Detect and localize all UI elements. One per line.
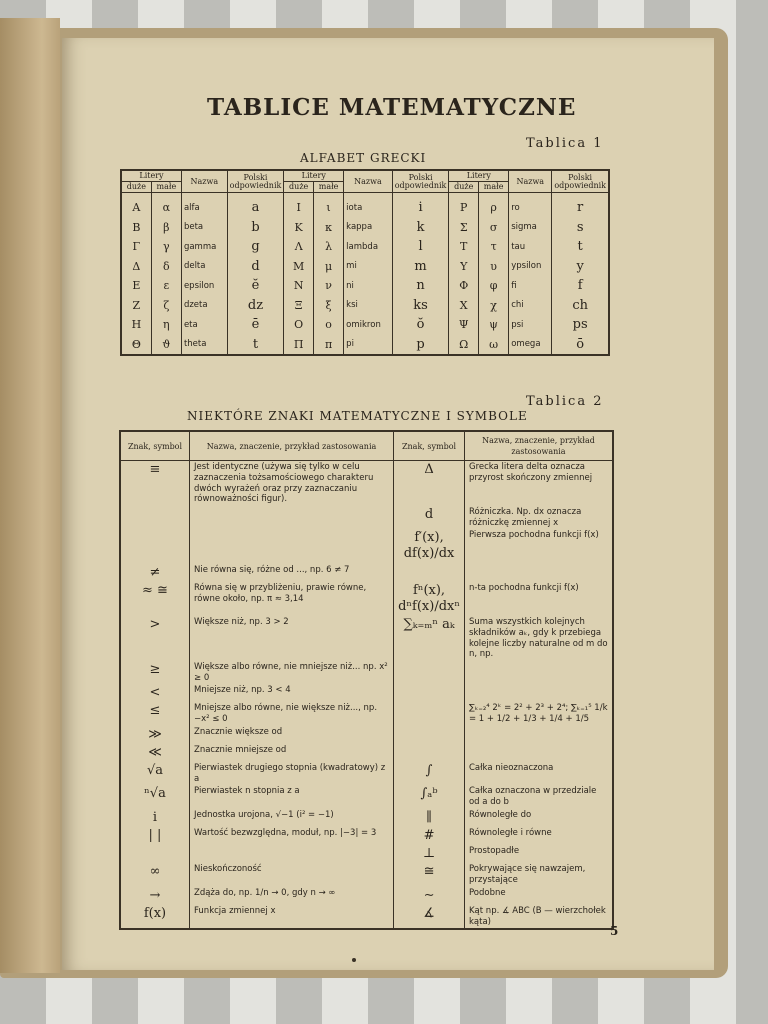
table-cell: Ε: [121, 276, 151, 296]
table-row: [120, 809, 613, 827]
table2-label: Tablica 2: [526, 394, 604, 409]
description-cell: Mniejsze albo równe, nie większe niż..., np. −x² ≤ 0: [190, 702, 394, 725]
description-cell: Różniczka. Np. dx oznacza różniczkę zmiennej x: [464, 506, 613, 529]
table-cell: chi: [509, 296, 552, 316]
symbol-cell: ≥: [120, 661, 190, 684]
symbol-column-header: Znak, symbol: [394, 431, 465, 461]
table-cell: sigma: [509, 218, 552, 238]
table-cell: dz: [227, 296, 284, 316]
page-title: TABLICE MATEMATYCZNE: [207, 94, 577, 121]
table-row: [121, 276, 609, 296]
table-cell: Α: [121, 193, 151, 218]
table-row: [121, 237, 609, 257]
symbol-cell: [394, 726, 465, 744]
description-cell: [464, 684, 613, 702]
table-cell: φ: [479, 276, 509, 296]
table-cell: tau: [509, 237, 552, 257]
description-cell: Pierwiastek drugiego stopnia (kwadratowy) z a: [190, 762, 394, 785]
table-cell: delta: [181, 257, 227, 277]
description-cell: [464, 661, 613, 684]
table-cell: fi: [509, 276, 552, 296]
table-row: [120, 744, 613, 762]
description-cell: Całka nieoznaczona: [464, 762, 613, 785]
lowercase-header: małe: [313, 182, 343, 193]
table-cell: Ζ: [121, 296, 151, 316]
table-cell: omikron: [344, 315, 393, 335]
description-cell: Równa się w przybliżeniu, prawie równe, równe około, np. π ≈ 3,14: [190, 582, 394, 617]
symbol-cell: ∫: [394, 762, 465, 785]
table-cell: ψ: [479, 315, 509, 335]
table-cell: Ψ: [449, 315, 479, 335]
table-cell: p: [392, 335, 449, 356]
table-row: [120, 564, 613, 582]
table-cell: ks: [392, 296, 449, 316]
table-cell: Υ: [449, 257, 479, 277]
table-row: [120, 785, 613, 808]
description-cell: Większe niż, np. 3 > 2: [190, 616, 394, 661]
description-cell: [464, 564, 613, 582]
description-cell: [190, 529, 394, 564]
table-row: [120, 905, 613, 929]
symbol-cell: ≡: [120, 461, 190, 506]
description-cell: Mniejsze niż, np. 3 < 4: [190, 684, 394, 702]
book-page: [62, 38, 714, 970]
symbol-cell: [120, 845, 190, 863]
description-cell: Nie równa się, różne od ..., np. 6 ≠ 7: [190, 564, 394, 582]
table-cell: gamma: [181, 237, 227, 257]
table-cell: i: [392, 193, 449, 218]
table-cell: Η: [121, 315, 151, 335]
description-cell: Jednostka urojona, √−1 (i² = −1): [190, 809, 394, 827]
table-cell: ŏ: [392, 315, 449, 335]
table-cell: Φ: [449, 276, 479, 296]
description-cell: Znacznie większe od: [190, 726, 394, 744]
description-cell: [464, 726, 613, 744]
table-row: [120, 506, 613, 529]
table2-title: NIEKTÓRE ZNAKI MATEMATYCZNE I SYMBOLE: [187, 409, 528, 423]
symbol-cell: [120, 529, 190, 564]
table-cell: ρ: [479, 193, 509, 218]
polish-equivalent-header: Polski odpowiednik: [552, 170, 609, 193]
table-row: [120, 461, 613, 506]
symbol-column-header: Znak, symbol: [120, 431, 190, 461]
symbol-cell: Δ: [394, 461, 465, 506]
table-cell: τ: [479, 237, 509, 257]
table-cell: ξ: [313, 296, 343, 316]
description-cell: Większe albo równe, nie mniejsze niż... np. x² ≥ 0: [190, 661, 394, 684]
table-cell: Χ: [449, 296, 479, 316]
math-symbols-table: [119, 430, 614, 930]
table-row: [120, 529, 613, 564]
symbol-cell: f′(x), df(x)/dx: [394, 529, 465, 564]
symbol-cell: [394, 661, 465, 684]
table-cell: dzeta: [181, 296, 227, 316]
table-row: [121, 296, 609, 316]
description-column-header: Nazwa, znaczenie, przykład zastosowania: [464, 431, 613, 461]
uppercase-header: duże: [449, 182, 479, 193]
table-cell: r: [552, 193, 609, 218]
symbol-cell: [394, 684, 465, 702]
table-row: [120, 582, 613, 617]
symbol-cell: #: [394, 827, 465, 845]
symbol-cell: ∡: [394, 905, 465, 929]
table-cell: omega: [509, 335, 552, 356]
table-cell: l: [392, 237, 449, 257]
table-cell: π: [313, 335, 343, 356]
table-cell: χ: [479, 296, 509, 316]
polish-equivalent-header: Polski odpowiednik: [392, 170, 449, 193]
description-cell: Nieskończoność: [190, 863, 394, 886]
table-cell: α: [151, 193, 181, 218]
symbol-cell: | |: [120, 827, 190, 845]
table-cell: Κ: [284, 218, 314, 238]
description-cell: [190, 845, 394, 863]
description-cell: Pokrywające się nawzajem, przystające: [464, 863, 613, 886]
description-cell: Funkcja zmiennej x: [190, 905, 394, 929]
description-cell: [190, 506, 394, 529]
symbol-cell: ∥: [394, 809, 465, 827]
symbol-cell: →: [120, 887, 190, 905]
table-cell: Ρ: [449, 193, 479, 218]
uppercase-header: duże: [121, 182, 151, 193]
letters-header: Litery: [284, 170, 344, 182]
description-cell: Kąt np. ∡ ABC (B — wierzchołek kąta): [464, 905, 613, 929]
table-cell: δ: [151, 257, 181, 277]
table-cell: d: [227, 257, 284, 277]
table-cell: lambda: [344, 237, 393, 257]
table-cell: y: [552, 257, 609, 277]
description-cell: Równoległe do: [464, 809, 613, 827]
table-cell: λ: [313, 237, 343, 257]
symbol-cell: <: [120, 684, 190, 702]
description-cell: ∑ₖ₌₂⁴ 2ᵏ = 2² + 2³ + 2⁴; ∑ₖ₌₁⁵ 1/k = 1 + 1/2 + 1/3 + 1/4 + 1/5: [464, 702, 613, 725]
table-cell: β: [151, 218, 181, 238]
description-cell: Pierwsza pochodna funkcji f(x): [464, 529, 613, 564]
symbol-cell: [120, 506, 190, 529]
lowercase-header: małe: [151, 182, 181, 193]
table-cell: ο: [313, 315, 343, 335]
table-cell: Ω: [449, 335, 479, 356]
table-cell: ro: [509, 193, 552, 218]
table-cell: k: [392, 218, 449, 238]
table-cell: ō: [552, 335, 609, 356]
lowercase-header: małe: [479, 182, 509, 193]
table-cell: Δ: [121, 257, 151, 277]
table-cell: mi: [344, 257, 393, 277]
description-cell: Suma wszystkich kolejnych składników aₖ, gdy k przebiega kolejne liczby naturalne od m do n, np.: [464, 616, 613, 661]
table-row: [120, 661, 613, 684]
description-cell: Znacznie mniejsze od: [190, 744, 394, 762]
table-cell: alfa: [181, 193, 227, 218]
symbol-cell: d: [394, 506, 465, 529]
table-cell: beta: [181, 218, 227, 238]
table-cell: ι: [313, 193, 343, 218]
description-cell: Grecka litera delta oznacza przyrost skończony zmiennej: [464, 461, 613, 506]
table-cell: s: [552, 218, 609, 238]
description-cell: Zdąża do, np. 1/n → 0, gdy n → ∞: [190, 887, 394, 905]
table-cell: η: [151, 315, 181, 335]
table-row: [121, 257, 609, 277]
name-header: Nazwa: [181, 170, 227, 193]
table-cell: f: [552, 276, 609, 296]
table-cell: ε: [151, 276, 181, 296]
table-cell: ζ: [151, 296, 181, 316]
symbol-cell: i: [120, 809, 190, 827]
table-cell: a: [227, 193, 284, 218]
table-cell: ksi: [344, 296, 393, 316]
page-number: 5: [610, 924, 619, 938]
description-cell: [464, 744, 613, 762]
symbol-cell: √a: [120, 762, 190, 785]
table-cell: ϑ: [151, 335, 181, 356]
table-row: [121, 193, 609, 218]
table-cell: ch: [552, 296, 609, 316]
table-cell: κ: [313, 218, 343, 238]
table-row: [120, 887, 613, 905]
table-cell: ypsilon: [509, 257, 552, 277]
table-cell: epsilon: [181, 276, 227, 296]
table-cell: Β: [121, 218, 151, 238]
symbol-cell: [394, 744, 465, 762]
table-cell: t: [227, 335, 284, 356]
description-cell: Podobne: [464, 887, 613, 905]
table-cell: Ν: [284, 276, 314, 296]
table-cell: Μ: [284, 257, 314, 277]
symbol-cell: [394, 702, 465, 725]
symbol-cell: ≠: [120, 564, 190, 582]
symbol-cell: ≈ ≅: [120, 582, 190, 617]
table-cell: ν: [313, 276, 343, 296]
table-cell: Λ: [284, 237, 314, 257]
table-row: [120, 616, 613, 661]
description-cell: Prostopadłe: [464, 845, 613, 863]
symbol-cell: ≫: [120, 726, 190, 744]
table-row: [121, 335, 609, 356]
table-cell: t: [552, 237, 609, 257]
symbol-cell: fⁿ(x), dⁿf(x)/dxⁿ: [394, 582, 465, 617]
symbol-cell: ∞: [120, 863, 190, 886]
table-cell: g: [227, 237, 284, 257]
table-cell: Σ: [449, 218, 479, 238]
table-row: [120, 845, 613, 863]
table-row: [120, 863, 613, 886]
table-cell: ĕ: [227, 276, 284, 296]
description-cell: Jest identyczne (używa się tylko w celu zaznaczenia tożsamościowego charakteru dwóch wyrażeń oraz przy zaznaczaniu równoważności figur).: [190, 461, 394, 506]
table-cell: pi: [344, 335, 393, 356]
description-cell: Wartość bezwzględna, moduł, np. |−3| = 3: [190, 827, 394, 845]
table-row: [121, 315, 609, 335]
greek-alphabet-table: [120, 169, 610, 356]
table-row: [120, 702, 613, 725]
table-cell: σ: [479, 218, 509, 238]
symbol-cell: ⊥: [394, 845, 465, 863]
description-cell: n-ta pochodna funkcji f(x): [464, 582, 613, 617]
symbol-cell: ≪: [120, 744, 190, 762]
symbol-cell: [394, 564, 465, 582]
table1-title: ALFABET GRECKI: [300, 151, 427, 165]
decorative-dot: [352, 958, 356, 962]
table-cell: Γ: [121, 237, 151, 257]
symbol-cell: ≤: [120, 702, 190, 725]
letters-header: Litery: [449, 170, 509, 182]
symbol-cell: ∑ₖ₌ₘⁿ aₖ: [394, 616, 465, 661]
polish-equivalent-header: Polski odpowiednik: [227, 170, 284, 193]
symbol-cell: >: [120, 616, 190, 661]
table-row: [120, 827, 613, 845]
uppercase-header: duże: [284, 182, 314, 193]
table-cell: Π: [284, 335, 314, 356]
symbol-cell: ∫ₐᵇ: [394, 785, 465, 808]
name-header: Nazwa: [344, 170, 393, 193]
table-cell: m: [392, 257, 449, 277]
table-row: [120, 762, 613, 785]
book-spine: [0, 18, 60, 973]
table-cell: γ: [151, 237, 181, 257]
table-cell: theta: [181, 335, 227, 356]
table-cell: Ο: [284, 315, 314, 335]
name-header: Nazwa: [509, 170, 552, 193]
table-cell: υ: [479, 257, 509, 277]
table-cell: ni: [344, 276, 393, 296]
symbol-cell: ∼: [394, 887, 465, 905]
table-cell: kappa: [344, 218, 393, 238]
table-cell: ω: [479, 335, 509, 356]
table-cell: ē: [227, 315, 284, 335]
symbol-cell: ⁿ√a: [120, 785, 190, 808]
table-cell: eta: [181, 315, 227, 335]
table-cell: psi: [509, 315, 552, 335]
description-cell: Równoległe i równe: [464, 827, 613, 845]
table-row: [120, 684, 613, 702]
description-cell: Pierwiastek n stopnia z a: [190, 785, 394, 808]
letters-header: Litery: [121, 170, 181, 182]
symbol-cell: ≅: [394, 863, 465, 886]
table-cell: Τ: [449, 237, 479, 257]
symbol-cell: f(x): [120, 905, 190, 929]
table-cell: Ξ: [284, 296, 314, 316]
table-row: [121, 218, 609, 238]
table-cell: Θ: [121, 335, 151, 356]
table-cell: Ι: [284, 193, 314, 218]
table-cell: ps: [552, 315, 609, 335]
table-row: [120, 726, 613, 744]
table-cell: b: [227, 218, 284, 238]
table-cell: n: [392, 276, 449, 296]
table-cell: μ: [313, 257, 343, 277]
table-cell: iota: [344, 193, 393, 218]
description-column-header: Nazwa, znaczenie, przykład zastosowania: [190, 431, 394, 461]
table1-label: Tablica 1: [526, 136, 604, 151]
description-cell: Całka oznaczona w przedziale od a do b: [464, 785, 613, 808]
